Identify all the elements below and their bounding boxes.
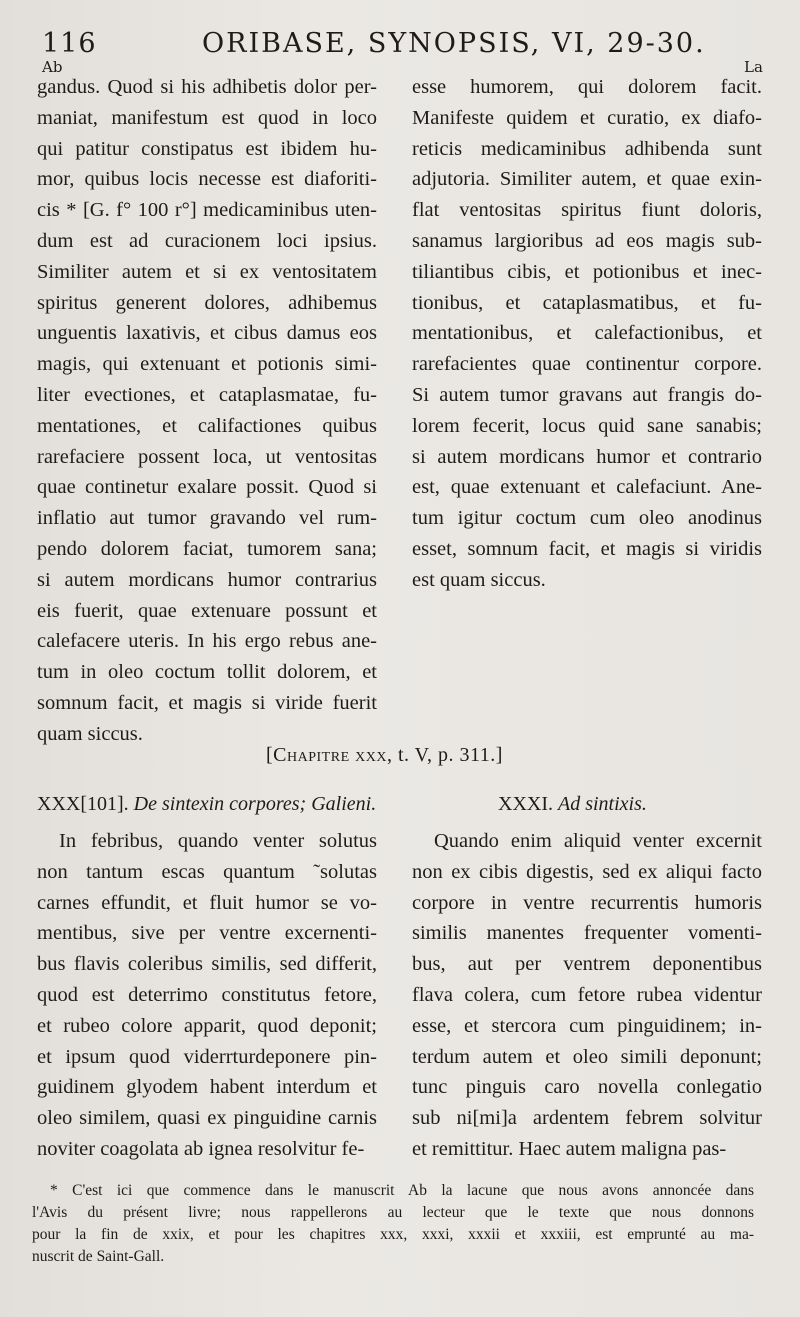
page-number: 116 bbox=[42, 28, 97, 59]
text-line: esset, somnum facit, et magis si viridis bbox=[412, 537, 762, 560]
chapter-ref-label: Chapitre xxx bbox=[273, 744, 387, 766]
text-line: lorem fecerit, locus quid sane sanabis; bbox=[412, 414, 762, 437]
text-line: tionibus, et cataplasmatibus, et fu- bbox=[412, 291, 762, 314]
text-line: si autem mordicans humor et contrario bbox=[412, 445, 762, 468]
text-line: mor, quibus locis necesse est diaforiti- bbox=[37, 168, 377, 191]
left-column-top bbox=[37, 72, 377, 750]
chapter-heading-right: Ad sintixis. bbox=[558, 793, 647, 815]
chapter-title-left bbox=[37, 793, 382, 816]
text-line: Manifeste quidem et curatio, ex diafo- bbox=[412, 106, 762, 129]
text-line: quam siccus. bbox=[37, 722, 143, 745]
manuscript-siglum-right: La bbox=[744, 58, 763, 76]
chapter-number-left: XXX[101]. bbox=[37, 793, 129, 815]
text-line: qui patitur constipatus est ibidem hu- bbox=[37, 137, 377, 160]
text-line: quod est deterrimo constitutus fetore, bbox=[37, 983, 377, 1006]
text-line: unguentis laxativis, et cibus damus eos bbox=[37, 322, 377, 345]
page-header bbox=[42, 28, 782, 68]
text-line: magis, qui extenuant et potionis simi- bbox=[37, 353, 377, 376]
text-line: sub ni[mi]a ardentem febrem solvitur bbox=[412, 1107, 762, 1130]
text-line: Si autem tumor gravans aut frangis do- bbox=[412, 383, 762, 406]
text-line: In febribus, quando venter solutus bbox=[59, 830, 377, 852]
running-title: ORIBASE, SYNOPSIS, VI, 29-30. bbox=[202, 28, 706, 59]
text-line: calefacere uteris. In his ergo rebus ane- bbox=[37, 630, 377, 653]
text-line: et ipsum quod viderrturdeponere pin- bbox=[37, 1045, 377, 1068]
text-line: et rubeo colore apparit, quod deponit; bbox=[37, 1014, 377, 1037]
footnote-line: * C'est ici que commence dans le manuscrit Ab la lacune que nous avons annoncée dans bbox=[50, 1182, 754, 1199]
text-line: est, quae extenuant et calefaciunt. Ane- bbox=[412, 476, 762, 499]
footnote-line: l'Avis du présent livre; nous rappellerons au lecteur que le texte que nous donnons bbox=[32, 1204, 754, 1221]
text-line: oleo similem, quasi ex pinguidine carnis bbox=[37, 1107, 377, 1130]
text-line: corpore in ventre recurrentis humoris bbox=[412, 891, 762, 914]
chapter-ref-rest: , t. V, p. 311.] bbox=[386, 744, 503, 766]
right-column-top bbox=[412, 72, 762, 596]
left-column-bottom bbox=[37, 826, 377, 1165]
text-line: bus flavis coleribus similis, sed differit, bbox=[37, 953, 377, 976]
chapter-reference bbox=[266, 744, 596, 767]
text-line: pendo dolorem faciat, tumorem sana; bbox=[37, 537, 377, 560]
text-line: est quam siccus. bbox=[412, 568, 546, 591]
text-line: quae continetur exalare possit. Quod si bbox=[37, 476, 377, 499]
text-line: bus, aut per ventrem deponentibus bbox=[412, 953, 762, 976]
text-line: non ex cibis digestis, sed ex aliqui facto bbox=[412, 860, 762, 883]
text-line: guidinem glyodem habent interdum et bbox=[37, 1076, 377, 1099]
text-line: tunc pinguis caro novella conlegatio bbox=[412, 1076, 762, 1099]
footnote-line: pour la fin de xxix, et pour les chapitres xxx, xxxi, xxxii et xxxiii, est emprunté au ma- bbox=[32, 1226, 754, 1243]
text-line: esse humorem, qui dolorem facit. bbox=[412, 76, 762, 98]
chapter-title-right bbox=[498, 793, 758, 816]
text-line: adjutoria. Similiter autem, et quae exin- bbox=[412, 168, 762, 191]
text-line: dum est ad curacionem loci ipsius. bbox=[37, 229, 377, 252]
text-line: noviter coagolata ab ignea resolvitur fe- bbox=[37, 1137, 365, 1160]
text-line: somnum facit, et magis si viride fuerit bbox=[37, 691, 377, 714]
text-line: flava colera, cum fetore rubea videntur bbox=[412, 983, 762, 1006]
text-line: tum in oleo coctum tollit dolorem, et bbox=[37, 661, 377, 684]
text-line: maniat, manifestum est quod in loco bbox=[37, 106, 377, 129]
text-line: si autem mordicans humor contrarius bbox=[37, 568, 377, 591]
chapter-ref-open: [ bbox=[266, 744, 274, 766]
text-line: cis * [G. f° 100 r°] medicaminibus uten- bbox=[37, 199, 377, 222]
text-line: carnes effundit, et fluit humor se vo- bbox=[37, 891, 377, 914]
chapter-heading-left: De sintexin corpores; Galieni. bbox=[133, 793, 377, 815]
text-line: reticis medicaminibus adhibenda sunt bbox=[412, 137, 762, 160]
footnote bbox=[32, 1180, 754, 1268]
text-line: Similiter autem et si ex ventositatem bbox=[37, 260, 377, 283]
text-line: terdum autem et oleo simili deponunt; bbox=[412, 1045, 762, 1068]
text-line: rarefacientes quae continentur corpore. bbox=[412, 353, 762, 376]
text-line: esse, et stercora cum pinguidinem; in- bbox=[412, 1014, 762, 1037]
text-line: Quando enim aliquid venter excernit bbox=[434, 830, 762, 852]
footnote-line: nuscrit de Saint-Gall. bbox=[32, 1248, 165, 1265]
chapter-number-right: XXXI. bbox=[498, 793, 553, 815]
text-line: spiritus generent dolores, adhibemus bbox=[37, 291, 377, 314]
text-line: non tantum escas quantum ˜solutas bbox=[37, 860, 377, 883]
text-line: eis fuerit, quae extenuare possunt et bbox=[37, 599, 377, 622]
text-line: tum igitur coctum cum oleo anodinus bbox=[412, 507, 762, 530]
text-line: mentationes, et califactiones quibus bbox=[37, 414, 377, 437]
text-line: rarefaciere possent loca, ut ventositas bbox=[37, 445, 377, 468]
text-line: flat ventositas spiritus fiunt doloris, bbox=[412, 199, 762, 222]
text-line: gandus. Quod si his adhibetis dolor per- bbox=[37, 76, 377, 98]
text-line: mentibus, sive per ventre excernenti- bbox=[37, 922, 377, 945]
text-line: similis manentes frequenter vomenti- bbox=[412, 922, 762, 945]
text-line: inflatio aut tumor gravando vel rum- bbox=[37, 507, 377, 530]
right-column-bottom bbox=[412, 826, 762, 1165]
text-line: mentationibus, et calefactionibus, et bbox=[412, 322, 762, 345]
text-line: et remittitur. Haec autem maligna pas- bbox=[412, 1137, 727, 1160]
manuscript-siglum-left: Ab bbox=[42, 58, 63, 76]
text-line: sanamus largioribus ad eos magis sub- bbox=[412, 229, 762, 252]
text-line: liter evectiones, et cataplasmatae, fu- bbox=[37, 383, 377, 406]
text-line: tiliantibus cibis, et potionibus et inec- bbox=[412, 260, 762, 283]
